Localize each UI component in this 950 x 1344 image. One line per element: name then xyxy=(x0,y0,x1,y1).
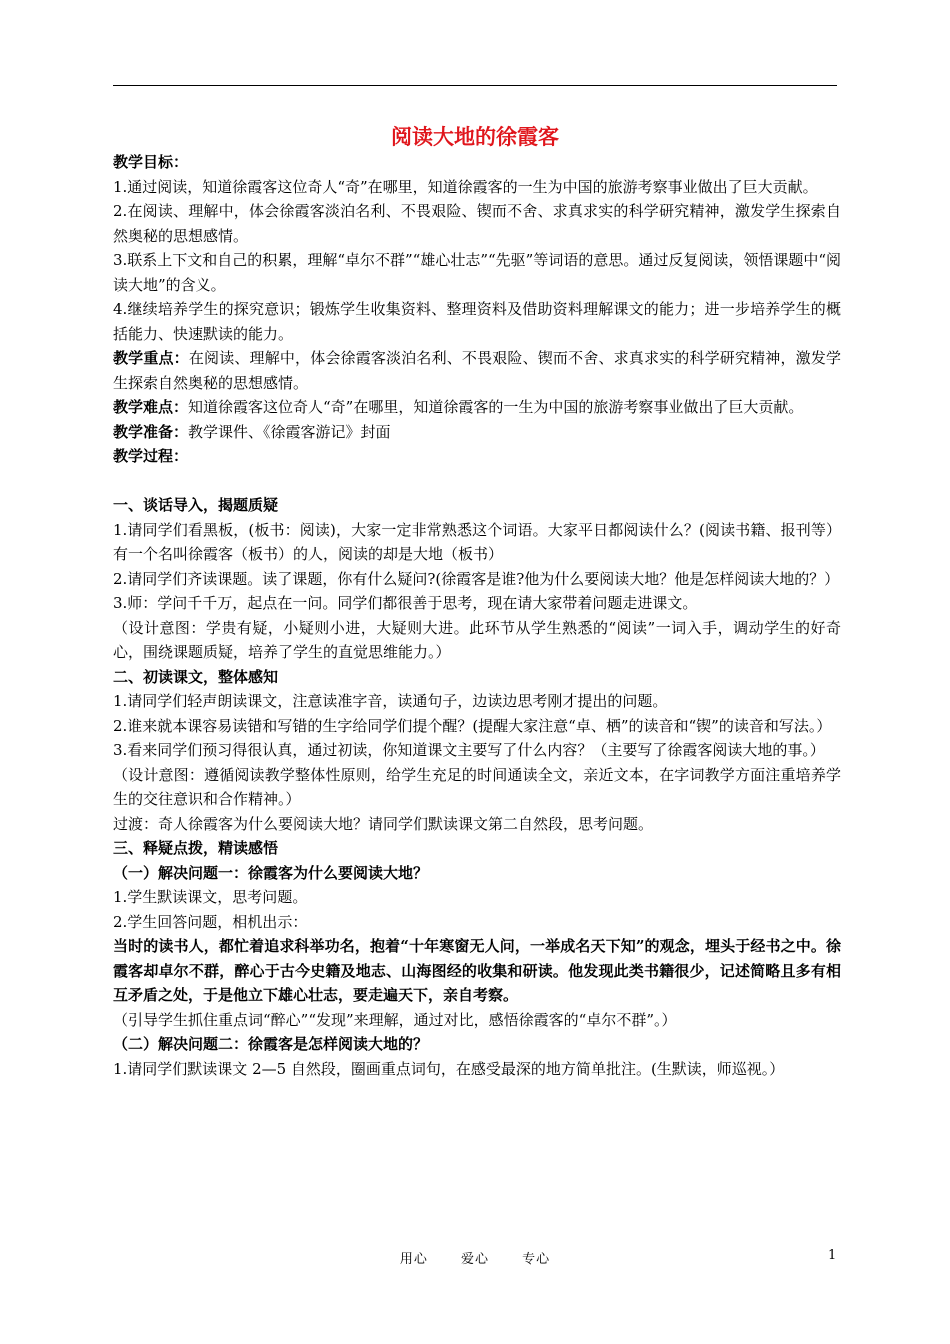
section3-heading: 三、释疑点拨，精读感悟 xyxy=(113,839,279,857)
section2-item: 2.谁来就本课容易读错和写错的生字给同学们提个醒？(提醒大家注意“卓、栖”的读音和“锲”的读音和写法。） xyxy=(113,716,832,735)
key-point xyxy=(113,346,841,395)
objectives-heading: 教学目标： xyxy=(113,153,189,171)
preparation xyxy=(113,420,841,445)
footer-motto xyxy=(0,1248,950,1267)
objective-item: 2.在阅读、理解中，体会徐霞客淡泊名利、不畏艰险、锲而不舍、求真求实的科学研究精神，激发学生探索自然奥秘的思想感情。 xyxy=(113,202,841,245)
question2-heading: （二）解决问题二：徐霞客是怎样阅读大地的？ xyxy=(113,1035,429,1053)
difficulty xyxy=(113,395,841,420)
objective-item: 3.联系上下文和自己的积累，理解“卓尔不群”“雄心壮志”“先驱”等词语的意思。通过反复阅读，领悟课题中“阅读大地”的含义。 xyxy=(113,251,841,294)
preparation-text: 教学课件、《徐霞客游记》封面 xyxy=(188,422,391,441)
question1-item: 1.学生默读课文，思考问题。 xyxy=(113,888,308,906)
question1-heading: （一）解决问题一：徐霞客为什么要阅读大地？ xyxy=(113,863,429,882)
section1-item: 3.师：学问千千万，起点在一问。同学们都很善于思考，现在请大家带着问题走进课文。 xyxy=(113,594,698,612)
footer-word: 用心 xyxy=(399,1252,428,1267)
section1-item: 2.请同学们齐读课题。读了课题，你有什么疑问?(徐霞客是谁?他为什么要阅读大地？他是怎样阅读大地的？） xyxy=(113,569,840,588)
footer-word: 爱心 xyxy=(460,1252,489,1267)
document-title: 阅读大地的徐霞客 xyxy=(391,124,559,149)
question1-note: （引导学生抓住重点词“醉心”“发现”来理解，通过对比，感悟徐霞客的“卓尔不群”。） xyxy=(113,1010,677,1029)
section2-item: 1.请同学们轻声朗读课文，注意读准字音，读通句子，边读边思考刚才提出的问题。 xyxy=(113,692,668,710)
key-point-text: 在阅读、理解中，体会徐霞客淡泊名利、不畏艰险、锲而不舍、求真求实的科学研究精神，激发学生探索自然奥秘的思想感情。 xyxy=(113,349,841,392)
blank-line xyxy=(113,469,841,494)
key-point-label: 教学重点： xyxy=(113,349,189,367)
footer-word: 专心 xyxy=(522,1252,551,1267)
header-rule xyxy=(113,85,837,86)
section1-item: 1.请同学们看黑板，(板书：阅读)，大家一定非常熟悉这个词语。大家平日都阅读什么？(阅读书籍、报刊等）有一个名叫徐霞客（板书）的人，阅读的却是大地（板书） xyxy=(113,520,841,563)
document-body xyxy=(113,150,841,1081)
section2-heading: 二、初读课文，整体感知 xyxy=(113,667,279,686)
question1-quote: 当时的读书人，都忙着追求科举功名，抱着“十年寒窗无人问，一举成名天下知”的观念，埋头于经书之中。徐霞客却卓尔不群，醉心于古今史籍及地志、山海图经的收集和研读。他发现此类书籍很少，记述简略且多有相互矛盾之处，于是他立下雄心壮志，要走遍天下，亲自考察。 xyxy=(113,937,841,1004)
process-heading: 教学过程： xyxy=(113,447,189,465)
section2-item: 3.看来同学们预习得很认真，通过初读，你知道课文主要写了什么内容？（主要写了徐霞客阅读大地的事。） xyxy=(113,741,825,759)
page-number: 1 xyxy=(828,1248,837,1263)
difficulty-text: 知道徐霞客这位奇人“奇”在哪里，知道徐霞客的一生为中国的旅游考察事业做出了巨大贡献。 xyxy=(188,398,804,416)
section2-item: （设计意图：遵循阅读教学整体性原则，给学生充足的时间通读全文，亲近文本，在字词教学方面注重培养学生的交往意识和合作精神。） xyxy=(113,765,841,808)
section1-heading: 一、谈话导入，揭题质疑 xyxy=(113,496,279,514)
objective-item: 1.通过阅读，知道徐霞客这位奇人“奇”在哪里，知道徐霞客的一生为中国的旅游考察事业做出了巨大贡献。 xyxy=(113,177,818,196)
question1-item: 2.学生回答问题，相机出示： xyxy=(113,912,308,931)
difficulty-label: 教学难点： xyxy=(113,398,189,416)
section1-item: （设计意图：学贵有疑，小疑则小进，大疑则大进。此环节从学生熟悉的“阅读”一词入手，调动学生的好奇心，围绕课题质疑，培养了学生的直觉思维能力。） xyxy=(113,618,841,661)
question2-item: 1.请同学们默读课文 2—5 自然段，圈画重点词句，在感受最深的地方简单批注。(生默读，师巡视。） xyxy=(113,1059,785,1078)
preparation-label: 教学准备： xyxy=(113,422,189,441)
section2-item: 过渡：奇人徐霞客为什么要阅读大地？请同学们默读课文第二自然段，思考问题。 xyxy=(113,814,654,833)
objective-item: 4.继续培养学生的探究意识；锻炼学生收集资料、整理资料及借助资料理解课文的能力；进一步培养学生的概括能力、快速默读的能力。 xyxy=(113,300,841,343)
